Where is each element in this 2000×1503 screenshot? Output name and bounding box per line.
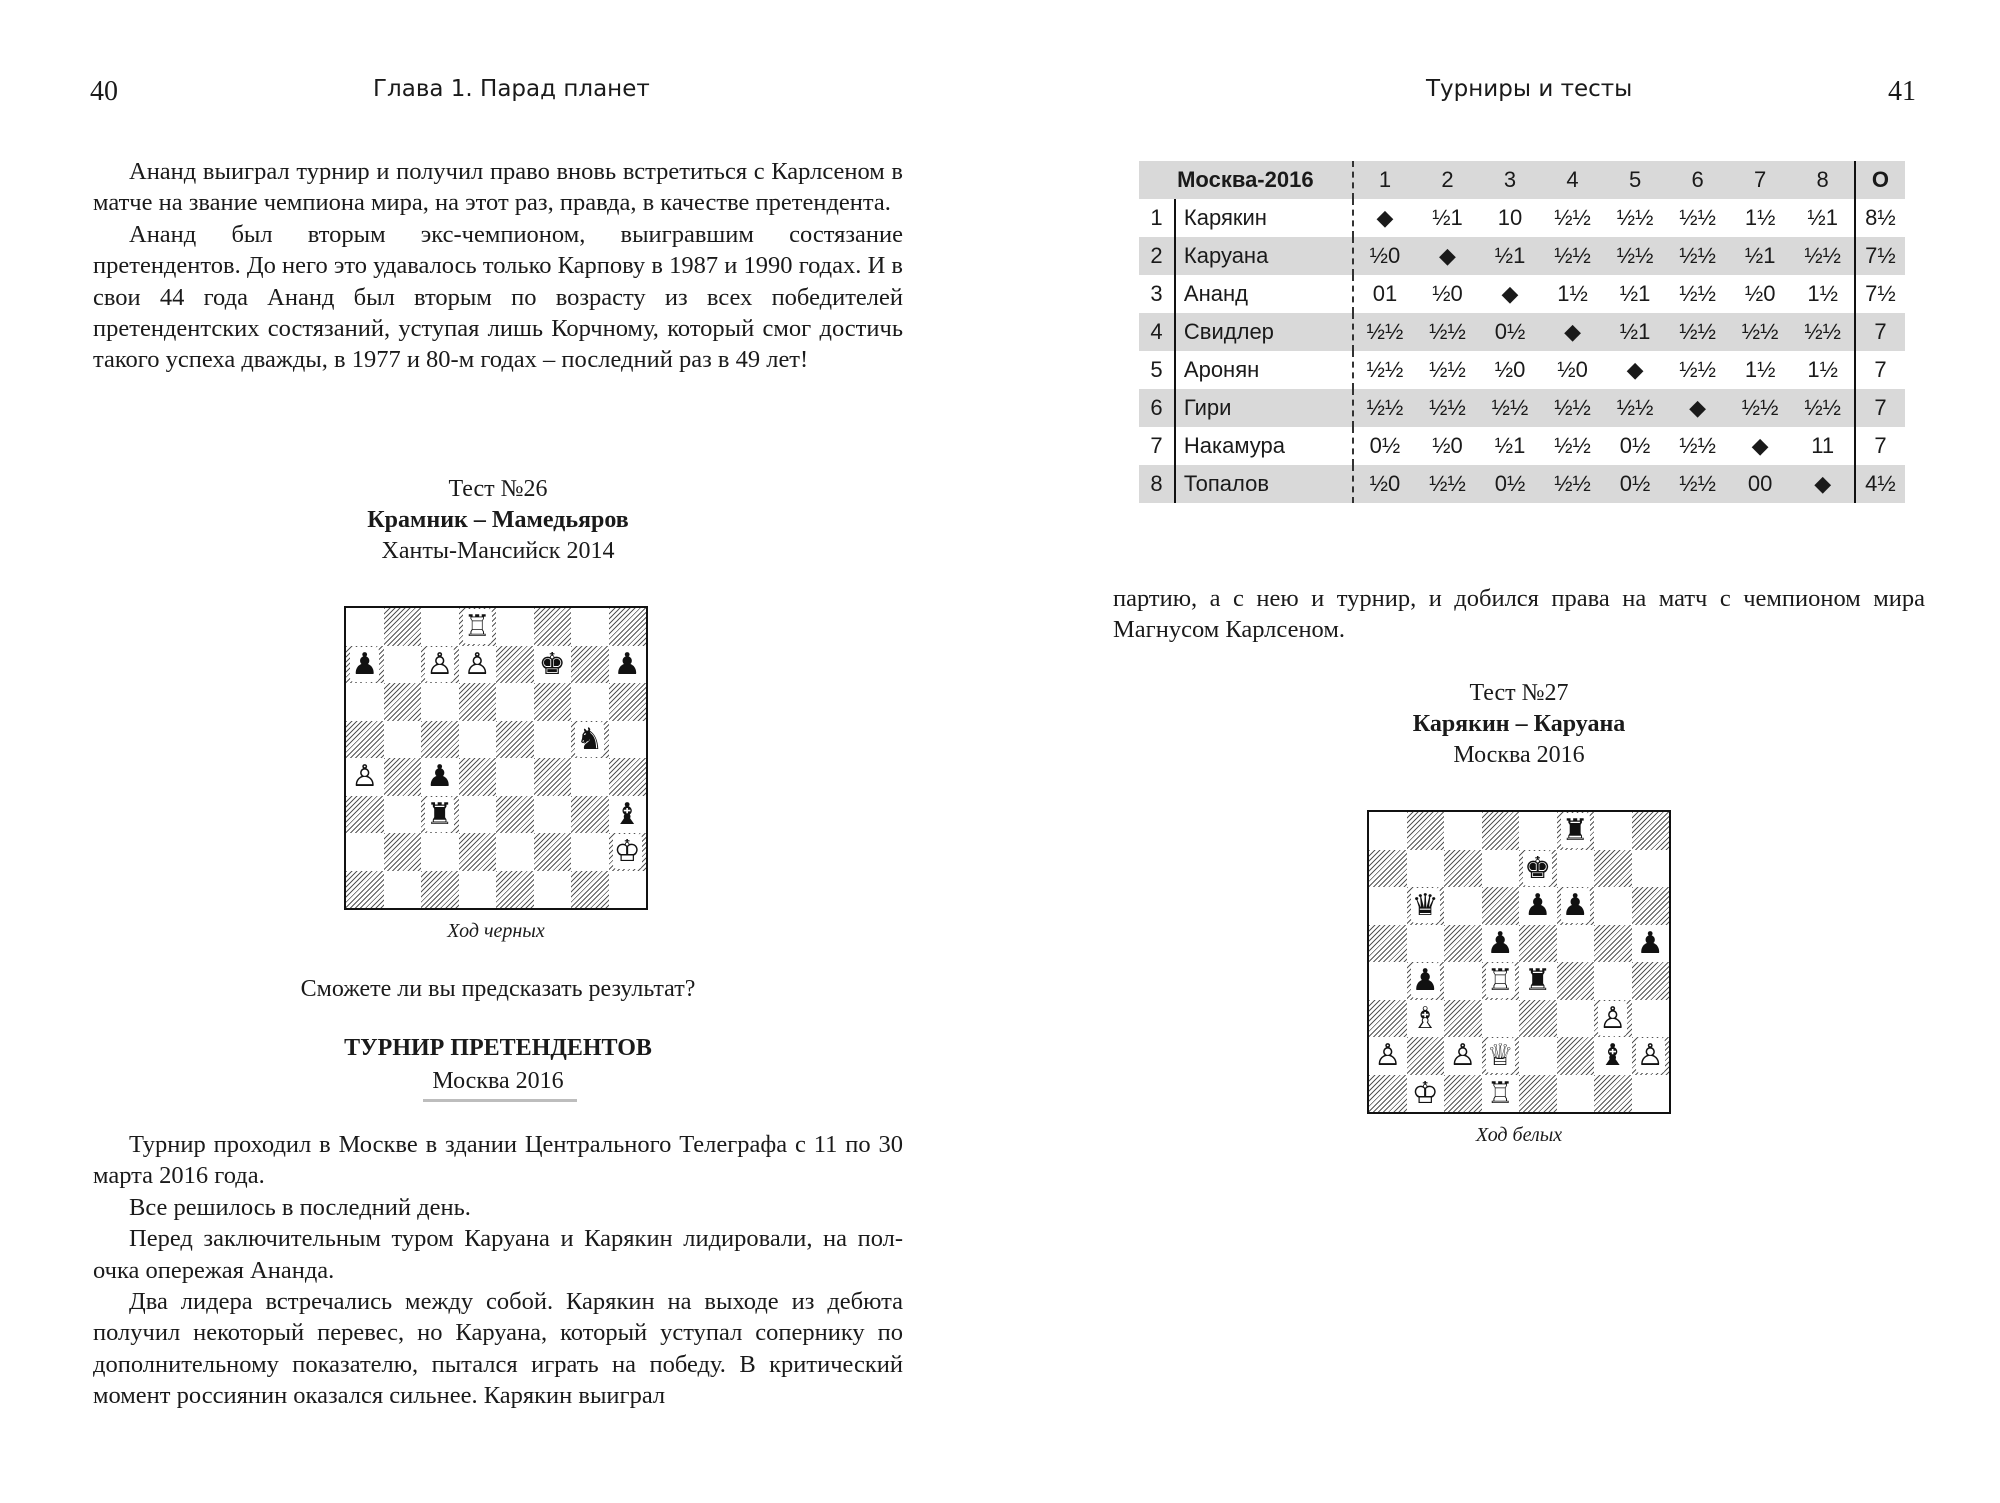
result-cell: ½½: [1791, 313, 1855, 351]
black-pawn-piece: [1482, 925, 1520, 963]
board-square: [571, 871, 609, 909]
result-cell: ½½: [1666, 313, 1729, 351]
result-cell: 11: [1811, 433, 1835, 458]
result-cell: 0½: [1604, 465, 1667, 503]
body-text: [93, 1129, 903, 1412]
result-cell: ½½: [1353, 389, 1417, 427]
crosstable-row: [1139, 199, 1905, 237]
board-square: [1369, 1075, 1407, 1113]
player-name: Ананд: [1175, 275, 1353, 313]
white-bishop-glyph: ♗: [1411, 1000, 1439, 1036]
board-square: [1632, 1075, 1670, 1113]
board-square: [346, 796, 384, 834]
board-square: [496, 608, 534, 646]
board-square: [496, 683, 534, 721]
result-cell: ½0: [1432, 281, 1463, 306]
board-square: [496, 646, 534, 684]
board-square: [421, 683, 459, 721]
board-square: [1557, 925, 1595, 963]
paragraph: партию, а с нею и турнир, и добился права на матч с чемпионом мира Магнусом Карлсеном.: [1113, 585, 1925, 644]
white-rook-piece: [459, 608, 497, 646]
board-square: [534, 721, 572, 759]
board-caption: Ход белых: [1475, 1124, 1563, 1146]
board-square: [1482, 850, 1520, 888]
board-square: [1594, 887, 1632, 925]
board-square: [1632, 962, 1670, 1000]
board-square: [1557, 850, 1595, 888]
crosstable-row: [1139, 275, 1905, 313]
white-pawn-piece: [459, 646, 497, 684]
black-rook-glyph: ♜: [1561, 813, 1589, 848]
board-square: [1519, 925, 1557, 963]
board-square: [1369, 887, 1407, 925]
row-number: 8: [1139, 465, 1175, 503]
result-cell: ◆: [1353, 199, 1417, 237]
paragraph: Все решилось в последний день.: [129, 1193, 471, 1221]
board-square: [459, 871, 497, 909]
test-label: Тест №26: [448, 476, 548, 502]
board-square: [1594, 812, 1632, 850]
white-bishop-piece: [1407, 1000, 1445, 1038]
white-king-piece: [1407, 1075, 1445, 1113]
black-pawn-piece: [609, 646, 647, 684]
black-queen-piece: [1407, 887, 1445, 925]
player-name: Карякин: [1175, 199, 1353, 237]
round-header: 5: [1604, 161, 1667, 199]
black-rook-piece: [1519, 962, 1557, 1000]
white-pawn-glyph: ♙: [463, 646, 491, 682]
board-square: [1407, 925, 1445, 963]
board-square: [421, 833, 459, 871]
test-place: Москва 2016: [1453, 742, 1585, 768]
result-cell: ½½: [1679, 433, 1716, 458]
board-square: [609, 758, 647, 796]
board-square: [346, 608, 384, 646]
crosstable-row: [1139, 313, 1905, 351]
black-pawn-glyph: ♟: [1411, 963, 1439, 998]
board-square: [1482, 1000, 1520, 1038]
white-pawn-piece: [421, 646, 459, 684]
running-head: Глава 1. Парад планет: [373, 76, 650, 102]
white-pawn-glyph: ♙: [426, 646, 454, 682]
board-caption: Ход черных: [447, 920, 545, 942]
result-cell: ½½: [1554, 205, 1591, 230]
crosstable-row: [1139, 427, 1905, 465]
board-square: [1594, 1075, 1632, 1113]
board-square: [346, 683, 384, 721]
result-cell: ½1: [1494, 433, 1526, 458]
board-square: [1444, 1000, 1482, 1038]
paragraph: Два лидера встречались между собой. Карякин на выходе из дебюта получил некоторый перевес, но Каруана, который уступал сопернику по дополнительному показателю, пытался играть на победу. В критический момент россиянин оказался сильнее. Карякин выиграл: [93, 1288, 903, 1410]
continuation-text: [1113, 583, 1925, 646]
white-queen-glyph: ♕: [1486, 1038, 1514, 1073]
board-square: [1632, 812, 1670, 850]
test-place: Ханты-Мансийск 2014: [381, 538, 615, 564]
board-square: [571, 608, 609, 646]
board-square: [609, 683, 647, 721]
board-square: [609, 871, 647, 909]
paragraph: Ананд выиграл турнир и получил право вновь встретиться с Карлсеном в матче на звание чемпиона мира, на этот раз, правда, в качестве претендента.: [93, 158, 903, 217]
row-number: 1: [1150, 205, 1163, 230]
running-head: Турниры и тесты: [1426, 76, 1633, 102]
black-king-piece: [534, 646, 572, 684]
black-pawn-piece: [1632, 925, 1670, 963]
row-number: 3: [1150, 281, 1163, 306]
black-bishop-piece: [1594, 1037, 1632, 1075]
page-number: 40: [90, 76, 118, 107]
total-score: 4½: [1855, 465, 1905, 503]
board-square: [384, 683, 422, 721]
result-cell: ½0: [1432, 433, 1463, 458]
board-square: [496, 758, 534, 796]
board-square: [1444, 925, 1482, 963]
board-square: [1519, 812, 1557, 850]
chess-board: [344, 606, 648, 910]
result-cell: ½½: [1666, 237, 1729, 275]
result-cell: 1½: [1744, 357, 1776, 382]
total-score: 7½: [1855, 275, 1905, 313]
crosstable-title: Москва-2016: [1139, 161, 1353, 199]
row-number: 6: [1139, 389, 1175, 427]
black-pawn-glyph: ♟: [613, 646, 641, 682]
black-pawn-piece: [421, 758, 459, 796]
result-cell: ½1: [1604, 313, 1667, 351]
result-cell: ◆: [1666, 389, 1729, 427]
black-king-piece: [1519, 850, 1557, 888]
result-cell: ½½: [1791, 237, 1855, 275]
result-cell: ½0: [1353, 237, 1417, 275]
result-cell: ½½: [1604, 237, 1667, 275]
result-cell: ½½: [1554, 433, 1591, 458]
black-pawn-piece: [1519, 887, 1557, 925]
board-square: [1482, 887, 1520, 925]
result-cell: ½½: [1541, 465, 1604, 503]
board-square: [421, 871, 459, 909]
crosstable-row: [1139, 465, 1905, 503]
white-rook-piece: [1482, 962, 1520, 1000]
result-cell: ½½: [1541, 389, 1604, 427]
white-rook-glyph: ♖: [1486, 1075, 1514, 1111]
white-queen-piece: [1482, 1037, 1520, 1075]
board-square: [534, 758, 572, 796]
result-cell: ½½: [1666, 465, 1729, 503]
board-square: [534, 608, 572, 646]
board-square: [346, 833, 384, 871]
row-number: 5: [1150, 357, 1163, 382]
white-king-glyph: ♔: [1411, 1075, 1439, 1111]
page-number: 41: [1888, 76, 1916, 107]
player-name: Накамура: [1175, 427, 1353, 465]
black-knight-glyph: ♞: [576, 721, 604, 757]
board-square: [1482, 812, 1520, 850]
board-square: [346, 721, 384, 759]
crosstable-row: [1139, 237, 1905, 275]
white-pawn-glyph: ♙: [1599, 1000, 1627, 1036]
test-label: Тест №27: [1469, 680, 1569, 706]
test-27-heading: [1113, 678, 1925, 771]
result-cell: ◆: [1791, 465, 1855, 503]
board-square: [534, 833, 572, 871]
board-square: [1444, 887, 1482, 925]
row-number: 4: [1139, 313, 1175, 351]
result-cell: ½½: [1679, 281, 1716, 306]
result-cell: ½½: [1429, 357, 1466, 382]
black-knight-piece: [571, 721, 609, 759]
board-square: [384, 608, 422, 646]
player-name: Топалов: [1175, 465, 1353, 503]
result-cell: 10: [1497, 205, 1523, 230]
board-square: [384, 721, 422, 759]
player-name: Свидлер: [1175, 313, 1353, 351]
board-square: [1632, 850, 1670, 888]
white-pawn-piece: [1594, 1000, 1632, 1038]
result-cell: ½0: [1494, 357, 1526, 382]
paragraph: Ананд был вторым экс-чемпионом, выигравшим состязание претендентов. До него это удавалось только Карпову в 1987 и 1990 годах. И в свои 44 года Ананд был вторым по возрасту из всех победителей претендентских состязаний, уступая лишь Корчному, который смог достичь такого успеха дважды, в 1977 и 80-м годах – последний раз в 49 лет!: [93, 220, 903, 374]
score-header: O: [1855, 161, 1905, 199]
test-players: Карякин – Каруана: [1412, 711, 1626, 737]
test-players: Крамник – Мамедьяров: [367, 507, 629, 533]
board-square: [534, 796, 572, 834]
black-king-glyph: ♚: [538, 646, 566, 682]
row-number: 2: [1139, 237, 1175, 275]
white-rook-glyph: ♖: [463, 609, 491, 644]
board-square: [1594, 925, 1632, 963]
paragraph: Турнир проходил в Москве в здании Центрального Телеграфа с 11 по 30 марта 2016 года.: [93, 1131, 903, 1190]
section-title: ТУРНИР ПРЕТЕНДЕНТОВ: [344, 1035, 652, 1061]
black-rook-glyph: ♜: [426, 796, 454, 832]
total-score: 7: [1855, 427, 1905, 465]
chess-board: [1367, 810, 1671, 1114]
board-square: [1369, 812, 1407, 850]
board-square: [384, 871, 422, 909]
black-bishop-glyph: ♝: [1599, 1038, 1627, 1073]
black-rook-piece: [421, 796, 459, 834]
black-pawn-piece: [1557, 887, 1595, 925]
board-square: [1632, 1000, 1670, 1038]
board-square: [1369, 850, 1407, 888]
black-king-glyph: ♚: [1524, 850, 1552, 886]
board-square: [459, 796, 497, 834]
board-square: [496, 796, 534, 834]
board-square: [1369, 925, 1407, 963]
white-pawn-glyph: ♙: [351, 759, 379, 794]
board-square: [1519, 1037, 1557, 1075]
result-cell: 0½: [1479, 313, 1542, 351]
white-rook-glyph: ♖: [1486, 963, 1514, 998]
result-cell: 01: [1353, 275, 1417, 313]
black-bishop-piece: [609, 796, 647, 834]
total-score: 8½: [1855, 199, 1905, 237]
result-cell: ½1: [1432, 205, 1463, 230]
board-square: [1444, 1075, 1482, 1113]
round-header: 2: [1416, 161, 1479, 199]
board-square: [1369, 962, 1407, 1000]
board-square: [609, 608, 647, 646]
board-square: [496, 721, 534, 759]
subtitle-underline: [423, 1099, 577, 1102]
board-square: [1632, 887, 1670, 925]
board-square: [1407, 850, 1445, 888]
board-square: [496, 871, 534, 909]
question: Сможете ли вы предсказать результат?: [300, 976, 696, 1002]
board-square: [421, 721, 459, 759]
result-cell: 0½: [1619, 433, 1651, 458]
board-square: [346, 871, 384, 909]
black-pawn-glyph: ♟: [1561, 888, 1589, 923]
player-name: Гири: [1175, 389, 1353, 427]
result-cell: ½½: [1791, 389, 1855, 427]
white-pawn-glyph: ♙: [1636, 1038, 1664, 1073]
board-square: [421, 608, 459, 646]
board-square: [459, 721, 497, 759]
white-pawn-piece: [1369, 1037, 1407, 1075]
total-score: 7½: [1855, 237, 1905, 275]
white-pawn-glyph: ♙: [1449, 1038, 1477, 1073]
crosstable: [1139, 161, 1905, 503]
black-pawn-piece: [346, 646, 384, 684]
white-pawn-glyph: ♙: [1374, 1038, 1402, 1073]
board-square: [1444, 962, 1482, 1000]
result-cell: ½0: [1744, 281, 1776, 306]
result-cell: 0½: [1353, 427, 1417, 465]
result-cell: ½½: [1416, 465, 1479, 503]
board-square: [534, 871, 572, 909]
black-pawn-glyph: ♟: [351, 646, 379, 682]
black-pawn-glyph: ♟: [1636, 925, 1664, 961]
white-king-piece: [609, 833, 647, 871]
result-cell: ½1: [1479, 237, 1542, 275]
round-header: 7: [1729, 161, 1792, 199]
result-cell: ◆: [1751, 433, 1769, 458]
section-subtitle: Москва 2016: [432, 1068, 564, 1094]
result-cell: 0½: [1479, 465, 1542, 503]
result-cell: ½½: [1416, 389, 1479, 427]
board-square: [1444, 850, 1482, 888]
result-cell: 00: [1729, 465, 1792, 503]
round-header: 4: [1541, 161, 1604, 199]
white-pawn-piece: [346, 758, 384, 796]
board-square: [571, 683, 609, 721]
total-score: 7: [1855, 389, 1905, 427]
board-square: [1594, 850, 1632, 888]
result-cell: ½½: [1353, 313, 1417, 351]
black-rook-glyph: ♜: [1524, 963, 1552, 998]
black-pawn-glyph: ♟: [1524, 888, 1552, 923]
board-square: [459, 833, 497, 871]
result-cell: 1½: [1807, 357, 1838, 382]
black-rook-piece: [1557, 812, 1595, 850]
board-square: [496, 833, 534, 871]
board-square: [1519, 1075, 1557, 1113]
board-square: [384, 758, 422, 796]
result-cell: ◆: [1501, 281, 1519, 306]
player-name: Каруана: [1175, 237, 1353, 275]
black-pawn-glyph: ♟: [1486, 925, 1514, 961]
result-cell: ½½: [1679, 205, 1716, 230]
paragraph: Перед заключительным туром Каруана и Карякин лидировали, на пол-очка опережая Ананда.: [93, 1225, 903, 1284]
result-cell: ½½: [1416, 313, 1479, 351]
result-cell: ½½: [1616, 205, 1654, 230]
crosstable-row: [1139, 389, 1905, 427]
board-square: [609, 721, 647, 759]
board-square: [571, 833, 609, 871]
result-cell: ½1: [1619, 281, 1651, 306]
board-square: [1407, 812, 1445, 850]
crosstable-header: [1139, 161, 1905, 199]
board-square: [571, 796, 609, 834]
result-cell: ½½: [1729, 389, 1792, 427]
white-king-glyph: ♔: [613, 834, 641, 869]
round-header: 3: [1479, 161, 1542, 199]
white-rook-piece: [1482, 1075, 1520, 1113]
result-cell: ◆: [1626, 357, 1644, 382]
result-cell: ½½: [1729, 313, 1792, 351]
result-cell: ½0: [1557, 357, 1588, 382]
result-cell: 1½: [1557, 281, 1588, 306]
result-cell: 1½: [1807, 281, 1838, 306]
board-square: [1557, 1075, 1595, 1113]
board-square: [459, 758, 497, 796]
result-cell: ½½: [1679, 357, 1716, 382]
result-cell: ½½: [1541, 237, 1604, 275]
board-square: [534, 683, 572, 721]
row-number: 7: [1150, 433, 1163, 458]
black-queen-glyph: ♛: [1411, 888, 1439, 923]
black-pawn-piece: [1407, 962, 1445, 1000]
board-square: [459, 683, 497, 721]
board-square: [1557, 1000, 1595, 1038]
round-header: 8: [1791, 161, 1855, 199]
black-pawn-glyph: ♟: [426, 759, 454, 794]
board-square: [1557, 962, 1595, 1000]
result-cell: ½1: [1807, 205, 1838, 230]
board-square: [1369, 1000, 1407, 1038]
board-square: [384, 646, 422, 684]
total-score: 7: [1855, 313, 1905, 351]
total-score: 7: [1855, 351, 1905, 389]
intro-text: [93, 156, 903, 376]
result-cell: ½½: [1604, 389, 1667, 427]
board-square: [1594, 962, 1632, 1000]
crosstable-row: [1139, 351, 1905, 389]
board-square: [1444, 812, 1482, 850]
player-name: Аронян: [1175, 351, 1353, 389]
round-header: 1: [1353, 161, 1417, 199]
board-square: [384, 796, 422, 834]
board-square: [1557, 1037, 1595, 1075]
board-square: [384, 833, 422, 871]
board-square: [1407, 1037, 1445, 1075]
board-square: [571, 646, 609, 684]
result-cell: ◆: [1416, 237, 1479, 275]
white-pawn-piece: [1632, 1037, 1670, 1075]
white-pawn-piece: [1444, 1037, 1482, 1075]
result-cell: 1½: [1744, 205, 1776, 230]
test-26-heading: [93, 474, 903, 567]
board-square: [1519, 1000, 1557, 1038]
board-square: [571, 758, 609, 796]
result-cell: ½0: [1353, 465, 1417, 503]
result-cell: ◆: [1541, 313, 1604, 351]
black-bishop-glyph: ♝: [613, 796, 641, 832]
result-cell: ½1: [1729, 237, 1792, 275]
result-cell: ½½: [1353, 351, 1417, 389]
round-header: 6: [1666, 161, 1729, 199]
result-cell: ½½: [1479, 389, 1542, 427]
